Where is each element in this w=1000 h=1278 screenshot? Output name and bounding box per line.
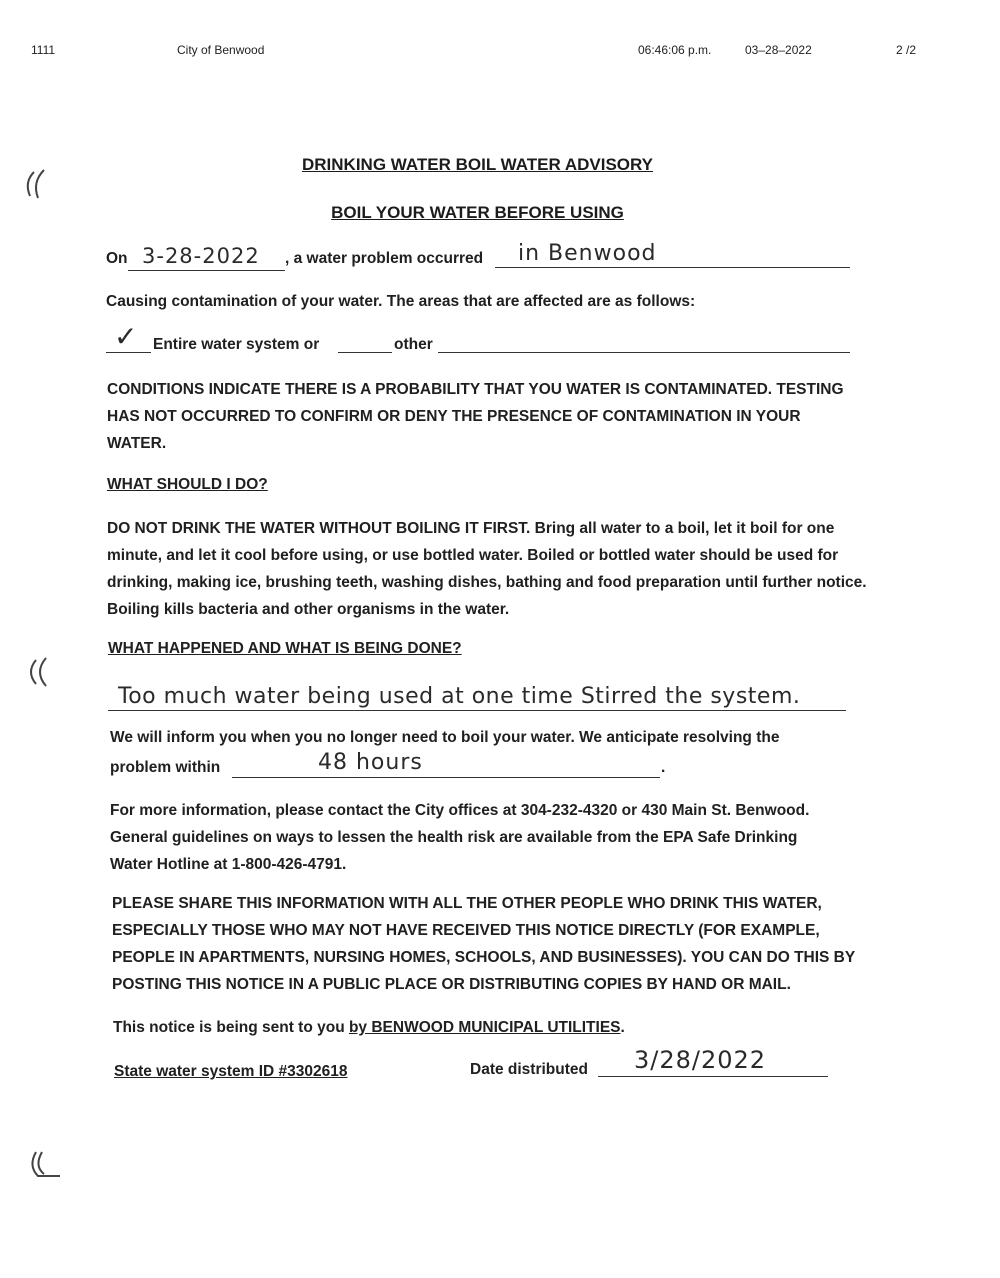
other-field[interactable] — [438, 330, 850, 353]
page-title: DRINKING WATER BOIL WATER ADVISORY — [301, 155, 654, 174]
other-label: other — [394, 336, 433, 353]
what-to-do-heading: WHAT SHOULD I DO? — [107, 476, 268, 493]
margin-mark-icon — [24, 656, 54, 688]
fax-time: 06:46:06 p.m. — [638, 43, 712, 57]
sender-org: by BENWOOD MUNICIPAL UTILITIES — [348, 1019, 621, 1036]
share-text: PLEASE SHARE THIS INFORMATION WITH ALL THE OTHER PEOPLE WHO DRINK THIS WATER, ESPECIALLY THOSE WHO MAY NOT HAVE RECEIVED THIS NOTICE DIRECTLY (FOR EXAMPLE, PEOPLE IN APARTMENTS, NURSING HOMES, SCHOOLS, AND BUSINESSES). YOU CAN DO THIS BY POSTING THIS NOTICE IN A PUBLIC PLACE OR DISTRIBUTING COPIES BY HAND OR MAIL. — [112, 895, 855, 993]
resolution-suffix: . — [661, 759, 666, 776]
handwritten-duration: 48 hours — [318, 750, 423, 775]
fax-page: 2 /2 — [896, 43, 917, 57]
resolution-field[interactable] — [232, 755, 660, 778]
entire-system-label: Entire water system or — [153, 336, 320, 353]
contamination-line: Causing contamination of your water. The areas that are affected are as follows: — [106, 293, 696, 310]
occurrence-prefix: On — [106, 250, 128, 267]
date-distributed-label: Date distributed — [470, 1061, 588, 1078]
margin-mark-icon — [26, 1148, 66, 1180]
handwritten-date: 3-28-2022 — [142, 244, 260, 268]
contact-text: For more information, please contact the City offices at 304-232-4320 or 430 Main St. Benwood. General guidelines on ways to lessen the health risk are available from the EPA Safe Drinking Water Hotline at 1-800-426-4791. — [110, 802, 810, 873]
sender-line — [113, 1019, 625, 1037]
checkmark-icon: ✓ — [114, 320, 139, 353]
handwritten-location: in Benwood — [518, 241, 657, 266]
sender-prefix: This notice is being sent to you — [113, 1019, 349, 1036]
resolution-prefix: problem within — [110, 759, 221, 776]
other-blank[interactable] — [338, 330, 392, 353]
occurrence-middle: , a water problem occurred — [285, 250, 484, 267]
what-happened-heading: WHAT HAPPENED AND WHAT IS BEING DONE? — [108, 640, 462, 657]
fax-sender: City of Benwood — [177, 43, 265, 57]
fax-date: 03–28–2022 — [745, 43, 812, 57]
system-id: State water system ID #3302618 — [114, 1063, 348, 1080]
handwritten-what-happened: Too much water being used at one time Stirred the system. — [118, 684, 801, 709]
what-to-do-body: DO NOT DRINK THE WATER WITHOUT BOILING IT FIRST. Bring all water to a boil, let it boil for one minute, and let it cool before using, or use bottled water. Boiled or bottled water should be used for drinking, making ice, brushing teeth, washing dishes, bathing and food preparation until further notice. Boiling kills bacteria and other organisms in the water. — [107, 520, 867, 618]
sender-suffix: . — [620, 1019, 625, 1036]
resolution-line: We will inform you when you no longer need to boil your water. We anticipate resolving the — [110, 729, 780, 746]
conditions-text: CONDITIONS INDICATE THERE IS A PROBABILITY THAT YOU WATER IS CONTAMINATED. TESTING HAS NOT OCCURRED TO CONFIRM OR DENY THE PRESENCE OF CONTAMINATION IN YOUR WATER. — [107, 381, 844, 452]
fax-id: 1111 — [31, 43, 56, 57]
occurrence-line — [106, 250, 128, 268]
page-subtitle: BOIL YOUR WATER BEFORE USING — [331, 203, 624, 222]
handwritten-date-distributed: 3/28/2022 — [634, 1046, 767, 1074]
